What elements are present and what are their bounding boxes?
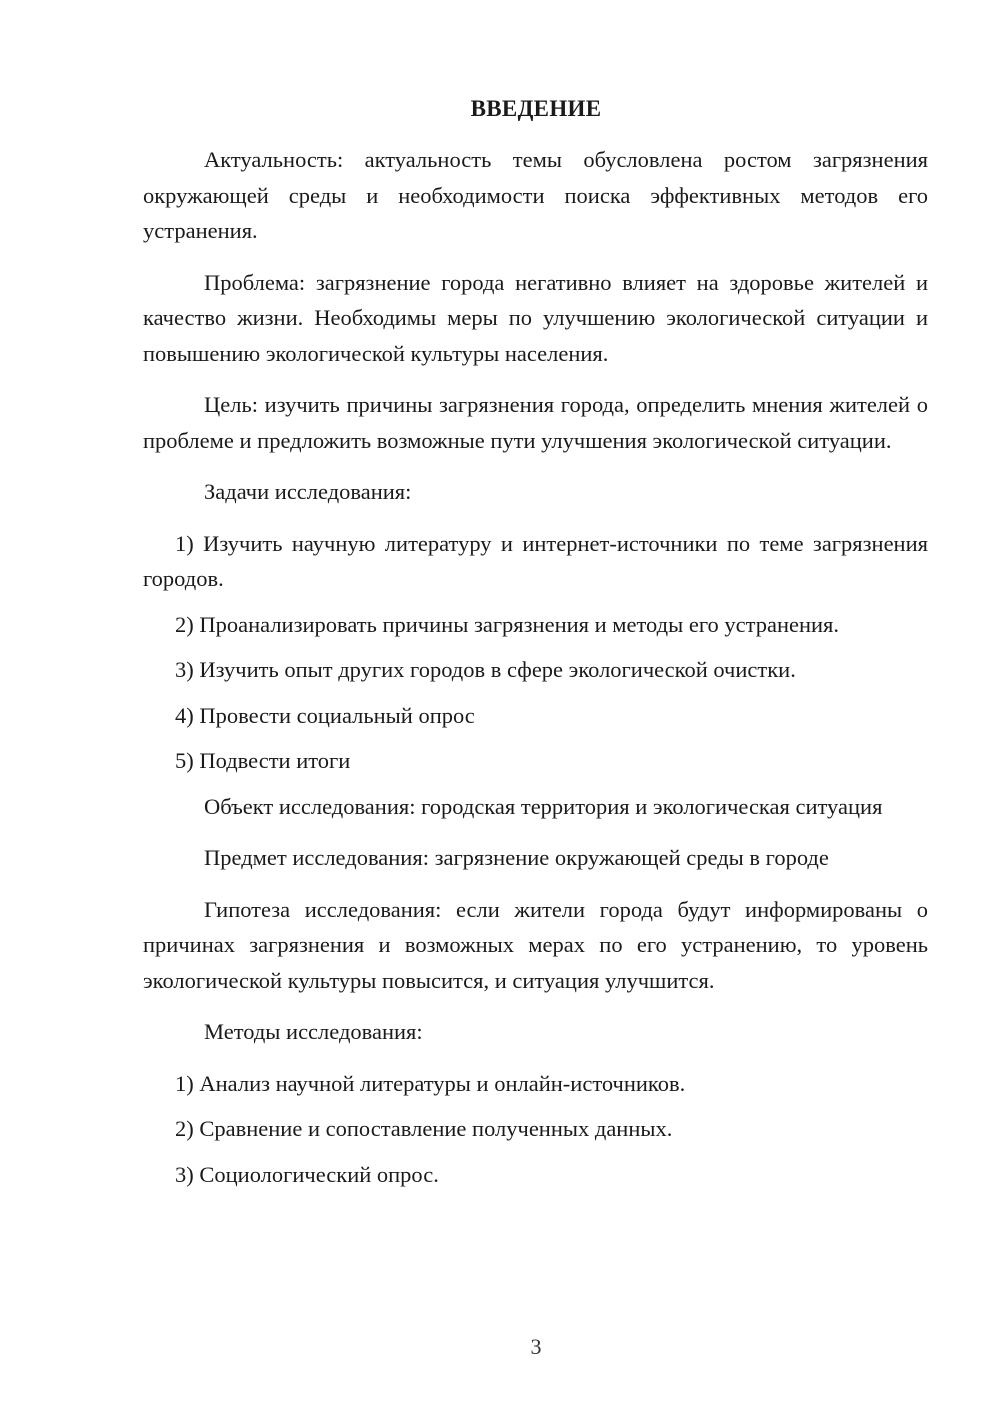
- methods-list: [143, 1066, 928, 1193]
- list-item: 2) Сравнение и сопоставление полученных данных.: [175, 1116, 673, 1141]
- object-paragraph: Объект исследования: городская территория и экологическая ситуация: [204, 793, 883, 819]
- tasks-heading: Задачи исследования:: [204, 479, 412, 504]
- document-body: [143, 142, 928, 1202]
- page-number: 3: [530, 1334, 542, 1359]
- tasks-list: [143, 526, 928, 779]
- methods-heading: Методы исследования:: [204, 1019, 423, 1044]
- list-item: 4) Провести социальный опрос: [175, 702, 475, 728]
- hypothesis-paragraph: Гипотеза исследования: если жители города будут информированы о причинах загрязнения и возможных мерах по его устранению, то уровень экологической культуры повысится, и ситуация улучшится.: [143, 896, 928, 993]
- list-item: 1) Изучить научную литературу и интернет-источники по теме загрязнения городов.: [143, 530, 928, 591]
- list-item: 1) Анализ научной литературы и онлайн-источников.: [175, 1070, 686, 1096]
- subject-paragraph: Предмет исследования: загрязнение окружающей среды в городе: [204, 845, 829, 870]
- list-item: 2) Проанализировать причины загрязнения и методы его устранения.: [175, 611, 840, 637]
- relevance-paragraph: Актуальность: актуальность темы обусловлена ростом загрязнения окружающей среды и необходимости поиска эффективных методов его устранения.: [143, 147, 928, 243]
- list-item: 5) Подвести итоги: [175, 748, 351, 773]
- goal-paragraph: Цель: изучить причины загрязнения города, определить мнения жителей о проблеме и предложить возможные пути улучшения экологической ситуации.: [143, 392, 928, 453]
- list-item: 3) Изучить опыт других городов в сфере экологической очистки.: [175, 657, 796, 682]
- list-item: 3) Социологический опрос.: [175, 1161, 439, 1187]
- problem-paragraph: Проблема: загрязнение города негативно влияет на здоровье жителей и качество жизни. Необходимы меры по улучшению экологической ситуации и повышению экологической культуры населения.: [143, 269, 928, 366]
- page-title: ВВЕДЕНИЕ: [470, 96, 602, 121]
